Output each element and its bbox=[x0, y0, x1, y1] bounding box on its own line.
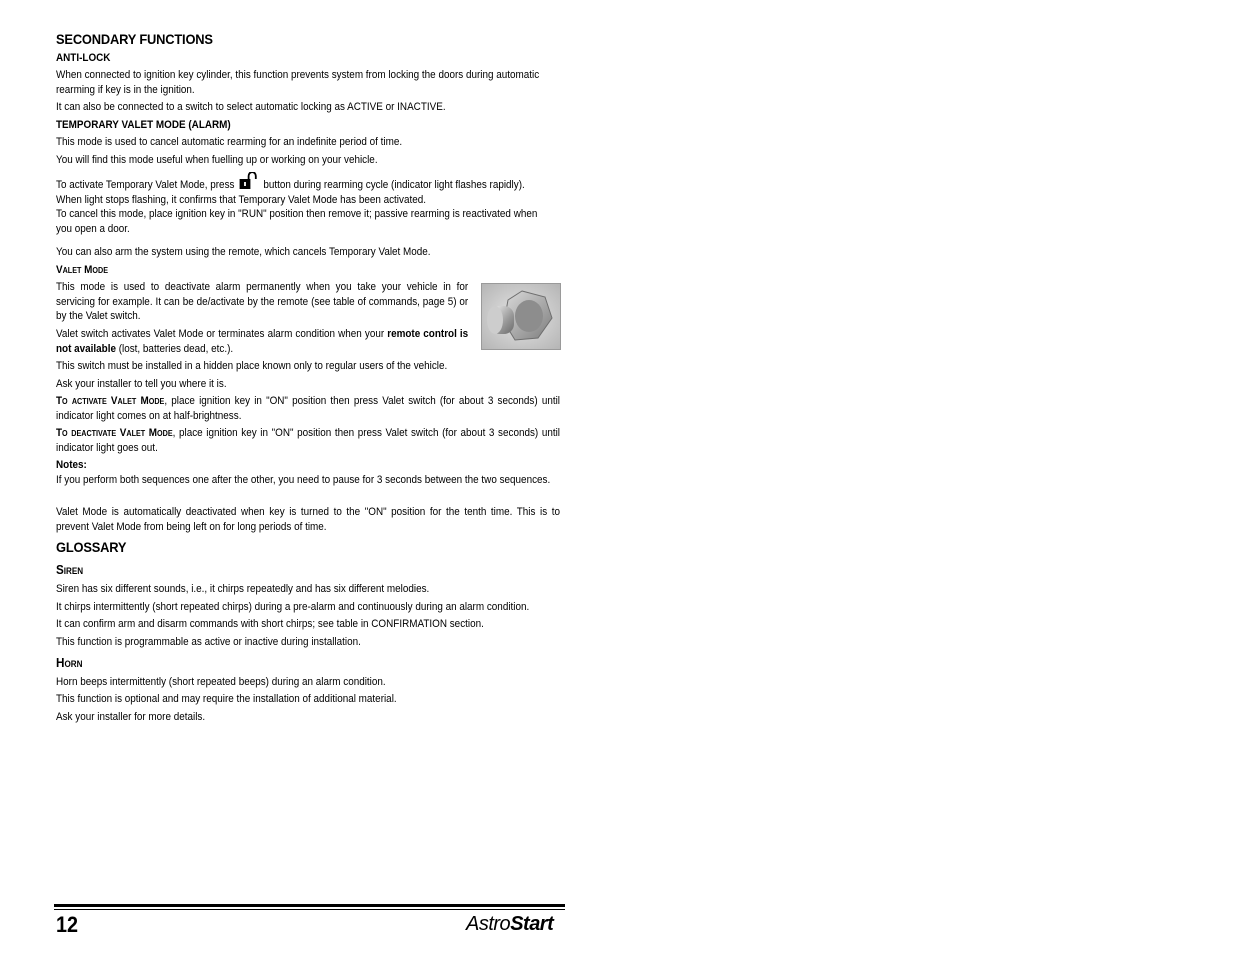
footer-rule-thick bbox=[54, 904, 565, 907]
heading-siren: Siren bbox=[56, 562, 84, 577]
anti-lock-paragraph-1a: When connected to ignition key cylinder, this function prevents system from locking the doors during automatic bbox=[56, 69, 540, 81]
heading-horn: Horn bbox=[56, 655, 83, 670]
siren-paragraph-3: It can confirm arm and disarm commands with short chirps; see table in CONFIRMATION section. bbox=[56, 618, 484, 630]
section-title-secondary-functions: SECONDARY FUNCTIONS bbox=[56, 31, 213, 47]
heading-anti-lock: ANTI-LOCK bbox=[56, 52, 111, 64]
footer-rule-thin bbox=[54, 909, 565, 910]
section-title-glossary: GLOSSARY bbox=[56, 539, 127, 555]
temp-valet-paragraph-6: You can also arm the system using the remote, which cancels Temporary Valet Mode. bbox=[56, 246, 431, 258]
valet-deactivate-paragraph: To deactivate Valet Mode, place ignition key in "ON" position then press Valet switch (for about 3 seconds) until indicator light goes out. bbox=[56, 427, 560, 454]
note-1: If you perform both sequences one after the other, you need to pause for 3 seconds between the two sequences. bbox=[56, 474, 551, 486]
horn-paragraph-3: Ask your installer for more details. bbox=[56, 711, 206, 723]
temp-valet-p3-pre: To activate Temporary Valet Mode, press bbox=[56, 179, 235, 191]
heading-valet-mode: Valet Mode bbox=[56, 264, 109, 276]
valet-switch-image bbox=[481, 283, 561, 350]
page-number: 12 bbox=[56, 912, 79, 937]
temp-valet-paragraph-2: You will find this mode useful when fuelling up or working on your vehicle. bbox=[56, 154, 378, 166]
horn-paragraph-1: Horn beeps intermittently (short repeated beeps) during an alarm condition. bbox=[56, 676, 386, 688]
notes-label: Notes: bbox=[56, 459, 87, 471]
valet-paragraph-1: This mode is used to deactivate alarm permanently when you take your vehicle in for servicing for example. It can be de/activate by the remote (see table of commands, page 5) or by the Valet switch. bbox=[56, 281, 469, 322]
temp-valet-paragraph-5b: you open a door. bbox=[56, 223, 130, 235]
temp-valet-paragraph-4: When light stops flashing, it confirms that Temporary Valet Mode has been activated. bbox=[56, 194, 426, 206]
temp-valet-p3-post: button during rearming cycle (indicator light flashes rapidly). bbox=[263, 179, 525, 191]
temp-valet-paragraph-5a: To cancel this mode, place ignition key in "RUN" position then remove it; passive rearming is reactivated when bbox=[56, 208, 538, 220]
unlock-icon bbox=[239, 172, 259, 190]
anti-lock-paragraph-2: It can also be connected to a switch to select automatic locking as ACTIVE or INACTIVE. bbox=[56, 101, 446, 113]
astrostart-logo: AstroStart bbox=[466, 913, 554, 935]
note-2: Valet Mode is automatically deactivated when key is turned to the "ON" position for the tenth time. This is to prevent Valet Mode from being left on for long periods of time. bbox=[56, 506, 560, 533]
horn-paragraph-2: This function is optional and may require the installation of additional material. bbox=[56, 693, 397, 705]
siren-paragraph-2: It chirps intermittently (short repeated chirps) during a pre-alarm and continuously during an alarm condition. bbox=[56, 601, 530, 613]
valet-activate-paragraph: To activate Valet Mode, place ignition key in "ON" position then press Valet switch (for about 3 seconds) until indicator light comes on at half-brightness. bbox=[56, 395, 560, 422]
siren-paragraph-4: This function is programmable as active or inactive during installation. bbox=[56, 636, 361, 648]
heading-temporary-valet-mode: TEMPORARY VALET MODE (ALARM) bbox=[56, 119, 231, 131]
valet-paragraph-3: This switch must be installed in a hidden place known only to regular users of the vehicle. bbox=[56, 360, 448, 372]
valet-paragraph-4: Ask your installer to tell you where it is. bbox=[56, 378, 227, 390]
anti-lock-paragraph-1b: rearming if key is in the ignition. bbox=[56, 84, 195, 96]
valet-paragraph-2: Valet switch activates Valet Mode or terminates alarm condition when your remote control is not available (lost, batteries dead, etc.). bbox=[56, 328, 469, 355]
siren-paragraph-1: Siren has six different sounds, i.e., it chirps repeatedly and has six different melodies. bbox=[56, 583, 430, 595]
temp-valet-paragraph-1: This mode is used to cancel automatic rearming for an indefinite period of time. bbox=[56, 136, 403, 148]
temp-valet-paragraph-3 bbox=[56, 172, 560, 193]
